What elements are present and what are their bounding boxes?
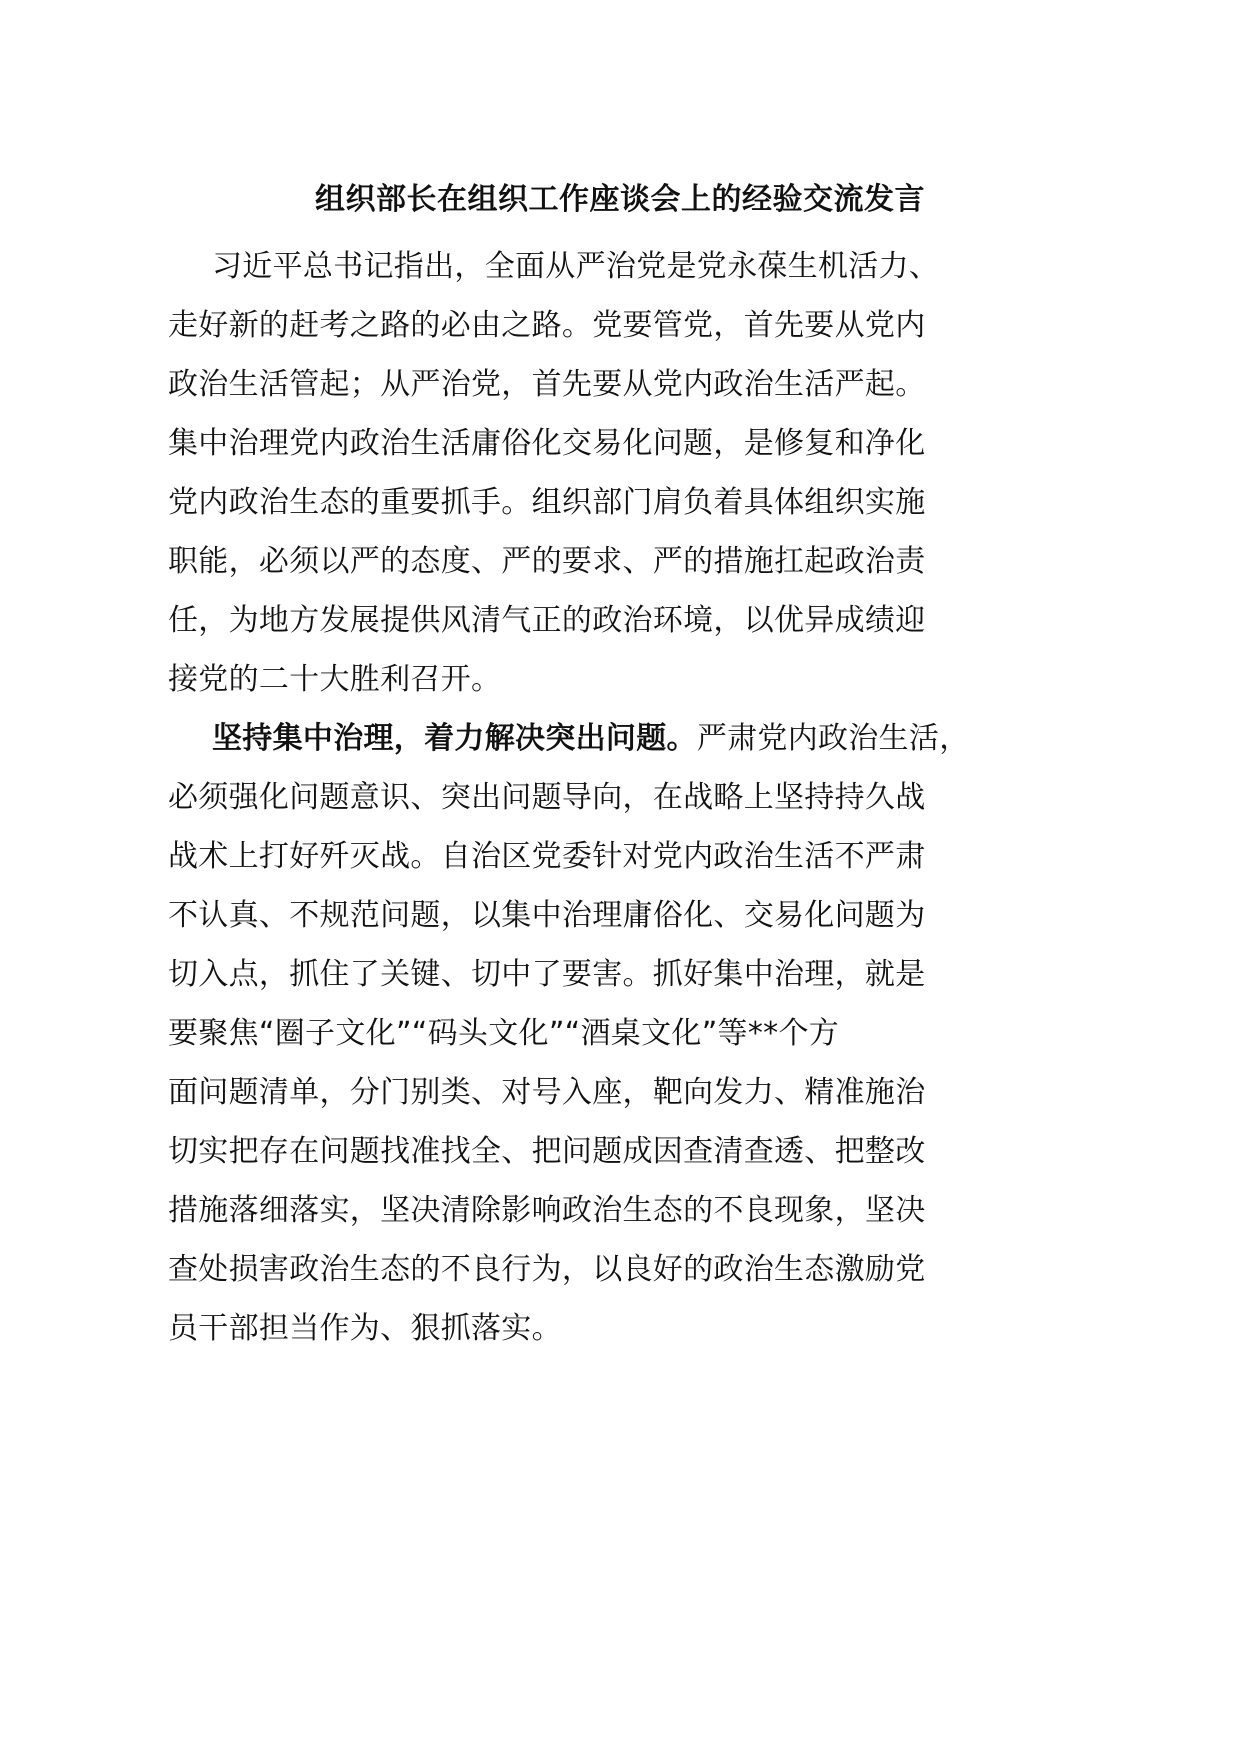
document-title: 组织部长在组织工作座谈会上的经验交流发言: [315, 182, 925, 217]
paragraph-1-line: 职能，必须以严的态度、严的要求、严的措施扛起政治责: [168, 544, 926, 579]
paragraph-2-line: 切入点，抓住了关键、切中了要害。抓好集中治理，就是: [168, 957, 926, 992]
document-body: [168, 237, 968, 1358]
paragraph-2-line: 不认真、不规范问题，以集中治理庸俗化、交易化问题为: [168, 898, 926, 933]
paragraph-1-line: 接党的二十大胜利召开。: [168, 662, 502, 697]
paragraph-2-line: 员干部担当作为、狠抓落实。: [168, 1311, 562, 1346]
paragraph-1-line: 政治生活管起；从严治党，首先要从党内政治生活严起。: [168, 367, 926, 402]
paragraph-2-line: 必须强化问题意识、突出问题导向，在战略上坚持持久战: [168, 780, 926, 815]
paragraph-1-line: 走好新的赶考之路的必由之路。党要管党，首先要从党内: [168, 308, 926, 343]
paragraph-2-line: 措施落细落实，坚决清除影响政治生态的不良现象，坚决: [168, 1193, 926, 1228]
paragraph-2-line: 面问题清单，分门别类、对号入座，靶向发力、精准施治: [168, 1075, 926, 1110]
paragraph-1-line: 习近平总书记指出，全面从严治党是党永葆生机活力、: [212, 249, 940, 284]
paragraph-2-line: 要聚焦“圈子文化”“码头文化”“酒桌文化”等**个方: [168, 1016, 840, 1051]
paragraph-2-first-line: [168, 709, 968, 768]
paragraph-1-line: 集中治理党内政治生活庸俗化交易化问题，是修复和净化: [168, 426, 926, 461]
paragraph-2-line: 查处损害政治生态的不良行为，以良好的政治生态激励党: [168, 1252, 926, 1287]
paragraph-2-line: 战术上打好歼灭战。自治区党委针对党内政治生活不严肃: [168, 839, 926, 874]
paragraph-2-heading: 坚持集中治理，着力解决突出问题。: [212, 721, 697, 756]
paragraph-2-line: 切实把存在问题找准找全、把问题成因查清查透、把整改: [168, 1134, 926, 1169]
paragraph-1-line: 任，为地方发展提供风清气正的政治环境，以优异成绩迎: [168, 603, 926, 638]
paragraph-1-line: 党内政治生态的重要抓手。组织部门肩负着具体组织实施: [168, 485, 926, 520]
paragraph-2-first-line-text: 严肃党内政治生活，: [696, 721, 970, 756]
